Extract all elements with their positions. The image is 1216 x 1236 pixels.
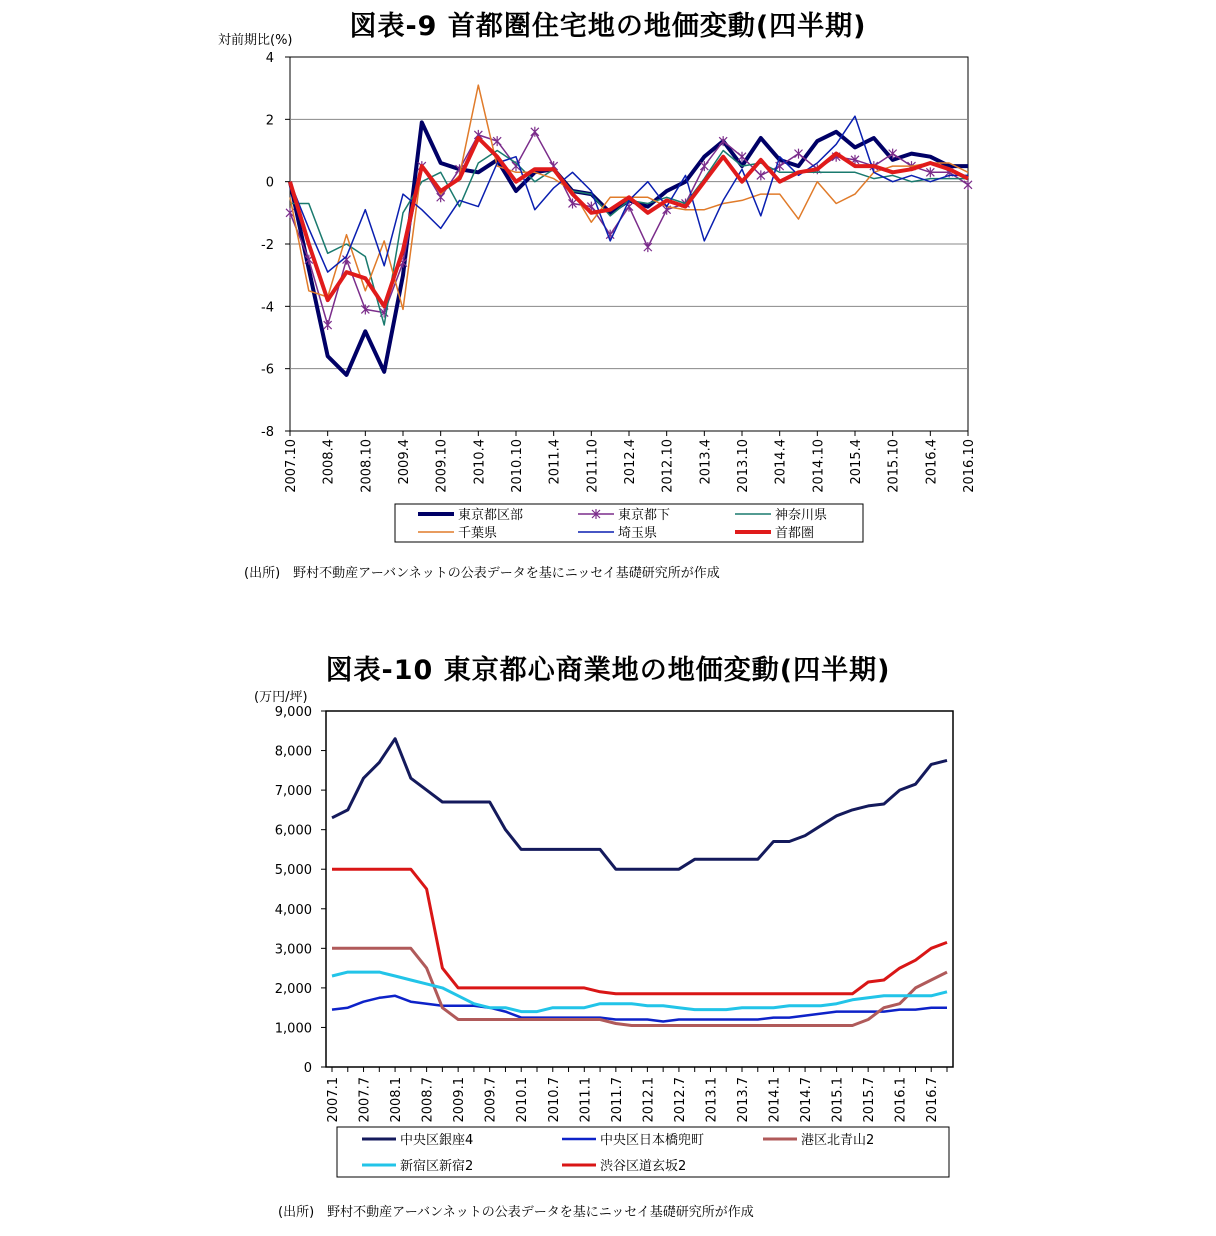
chart2-y-tick-label: 9,000 [274, 705, 312, 720]
chart1-x-tick-label: 2011.10 [585, 439, 601, 493]
chart2-x-tick-label: 2011.7 [609, 1077, 625, 1123]
chart2-y-axis-label: (万円/坪) [254, 690, 308, 705]
chart2-plot-frame [326, 711, 953, 1067]
chart2-y-tick-label: 2,000 [274, 981, 312, 997]
chart2-x-tick-label: 2013.1 [704, 1077, 720, 1123]
chart1-x-tick-label: 2013.4 [698, 439, 714, 485]
chart1-x-tick-label: 2016.10 [962, 439, 977, 493]
chart2-x-tick-label: 2007.7 [357, 1077, 373, 1123]
chart1-x-tick-label: 2011.4 [547, 439, 563, 485]
chart1-y-tick-label: -4 [261, 300, 274, 316]
chart2-y-tick-label: 4,000 [274, 902, 312, 918]
chart2-x-tick-label: 2008.7 [420, 1077, 436, 1123]
chart2-x-tick-label: 2010.7 [546, 1077, 562, 1123]
chart1-y-tick-label: -2 [261, 238, 274, 253]
chart1-x-tick-label: 2008.4 [321, 439, 337, 485]
chart1-x-tick-label: 2014.10 [811, 439, 827, 493]
chart2-x-tick-label: 2010.1 [515, 1077, 531, 1123]
chart2-y-tick-label: 7,000 [274, 784, 312, 800]
chart2-x-tick-label: 2012.1 [641, 1077, 657, 1123]
chart2-x-tick-label: 2014.1 [767, 1077, 783, 1123]
chart2-legend-label: 新宿区新宿2 [400, 1159, 474, 1174]
chart2-x-tick-label: 2007.1 [326, 1077, 341, 1123]
chart2-x-tick-label: 2016.1 [893, 1077, 909, 1123]
chart1-y-tick-label: -6 [261, 362, 274, 378]
chart1-title: 図表-9 首都圏住宅地の地価変動(四半期) [349, 11, 867, 42]
chart1-legend-label: 東京都下 [618, 508, 671, 523]
chart2-source-note: (出所) 野村不動産アーバンネットの公表データを基にニッセイ基礎研究所が作成 [278, 1205, 754, 1220]
chart2-legend-label: 中央区銀座4 [400, 1133, 474, 1148]
chart2-y-tick-label: 6,000 [274, 823, 312, 839]
chart1-y-tick-label: 2 [265, 113, 274, 129]
chart1-x-tick-label: 2010.10 [510, 439, 525, 493]
chart1-x-tick-label: 2012.4 [623, 439, 638, 485]
chart2-x-tick-label: 2009.1 [452, 1077, 468, 1123]
chart1-x-tick-label: 2013.10 [736, 439, 751, 493]
chart2-y-tick-label: 8,000 [274, 744, 312, 760]
chart1-legend-label: 埼玉県 [618, 526, 658, 541]
chart2-legend-label: 港区北青山2 [801, 1133, 875, 1148]
chart2-x-tick-label: 2013.7 [736, 1077, 751, 1123]
chart1-x-tick-label: 2014.4 [773, 439, 789, 485]
chart1-x-tick-label: 2009.4 [397, 439, 412, 485]
chart2-y-tick-label: 3,000 [274, 942, 312, 958]
chart2-x-tick-label: 2011.1 [578, 1077, 594, 1123]
chart1-legend-label: 東京都区部 [458, 508, 524, 523]
chart2-x-tick-label: 2016.7 [925, 1077, 941, 1123]
chart2-y-tick-label: 0 [303, 1061, 312, 1076]
chart1-y-tick-label: 4 [265, 51, 274, 66]
chart1-x-tick-label: 2008.10 [359, 439, 375, 493]
chart1-x-tick-label: 2012.10 [660, 439, 676, 493]
chart1-x-tick-label: 2007.10 [284, 439, 299, 493]
chart2-title: 図表-10 東京都心商業地の地価変動(四半期) [325, 655, 891, 686]
chart1-x-tick-label: 2010.4 [472, 439, 488, 485]
chart2-legend-label: 渋谷区道玄坂2 [600, 1159, 687, 1174]
chart1-source-note: (出所) 野村不動産アーバンネットの公表データを基にニッセイ基礎研究所が作成 [244, 566, 720, 581]
chart1-x-tick-label: 2015.10 [886, 439, 902, 493]
chart2-x-tick-label: 2015.7 [862, 1077, 878, 1123]
chart2-x-tick-label: 2014.7 [799, 1077, 815, 1123]
chart1-x-tick-label: 2015.4 [849, 439, 864, 485]
chart2-y-tick-label: 1,000 [274, 1021, 312, 1037]
chart1-y-tick-label: -8 [261, 425, 274, 440]
chart1-x-tick-label: 2016.4 [924, 439, 940, 485]
chart2-x-tick-label: 2009.7 [483, 1077, 499, 1123]
chart1-legend-label: 首都圏 [775, 526, 815, 541]
chart1-y-axis-label: 対前期比(%) [218, 33, 293, 48]
chart1-legend-label: 千葉県 [458, 526, 498, 541]
chart2-y-tick-label: 5,000 [274, 863, 312, 879]
chart2-x-tick-label: 2012.7 [672, 1077, 688, 1123]
chart1-legend-label: 神奈川県 [775, 508, 828, 523]
chart2-x-tick-label: 2008.1 [389, 1077, 405, 1123]
chart2-x-tick-label: 2015.1 [830, 1077, 846, 1123]
chart1-y-tick-label: 0 [265, 175, 274, 191]
chart2-legend-label: 中央区日本橋兜町 [600, 1133, 705, 1148]
chart1-x-tick-label: 2009.10 [434, 439, 450, 493]
